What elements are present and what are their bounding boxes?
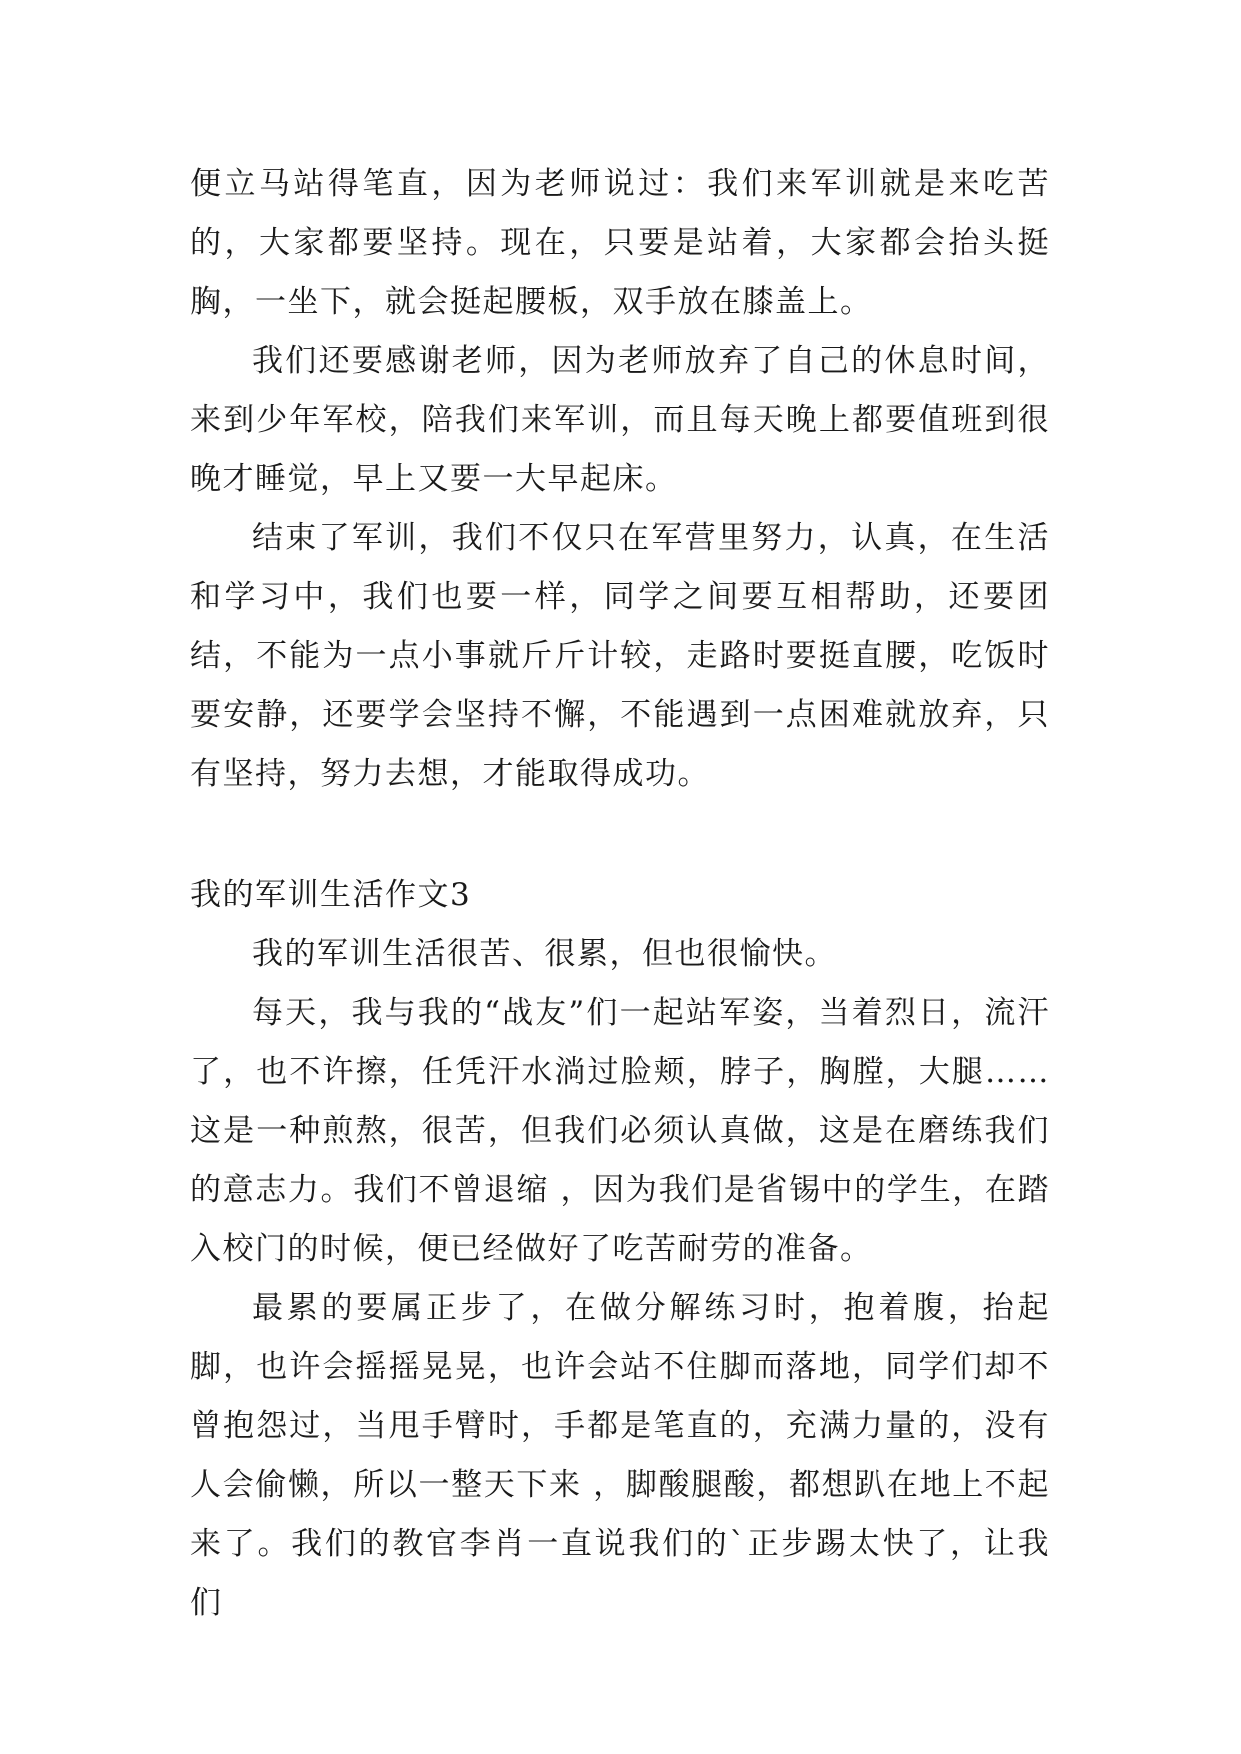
section-heading: 我的军训生活作文3 xyxy=(190,877,472,913)
paragraph-5: 每天，我与我的“战友”们一起站军姿，当着烈日，流汗了，也不许擦，任凭汗水淌过脸颊，脖子，胸膛，大腿……这是一种煎熬，很苦，但我们必须认真做，这是在磨练我们的意志力。我们不曾退缩 ，因为我们是省锡中的学生，在踏入校门的时候，便已经做好了吃苦耐劳的准备。 xyxy=(190,995,1050,1267)
paragraph-1: 便立马站得笔直，因为老师说过：我们来军训就是来吃苦的，大家都要坚持。现在，只要是站着，大家都会抬头挺胸，一坐下，就会挺起腰板，双手放在膝盖上。 xyxy=(190,166,1050,320)
paragraph-3: 结束了军训，我们不仅只在军营里努力，认真，在生活和学习中，我们也要一样，同学之间要互相帮助，还要团结，不能为一点小事就斤斤计较，走路时要挺直腰，吃饭时要安静，还要学会坚持不懈，不能遇到一点困难就放弃，只有坚持，努力去想，才能取得成功。 xyxy=(190,520,1050,792)
paragraph-6: 最累的要属正步了，在做分解练习时，抱着腹，抬起脚，也许会摇摇晃晃，也许会站不住脚而落地，同学们却不曾抱怨过，当甩手臂时，手都是笔直的，充满力量的，没有人会偷懒，所以一整天下来 ，脚酸腿酸，都想趴在地上不起来了。我们的教官李肖一直说我们的`正步踢太快了，让我们 xyxy=(190,1290,1050,1621)
paragraph-2: 我们还要感谢老师，因为老师放弃了自己的休息时间，来到少年军校，陪我们来军训，而且每天晚上都要值班到很晚才睡觉，早上又要一大早起床。 xyxy=(190,343,1050,497)
document-body xyxy=(190,155,1050,1633)
paragraph-4: 我的军训生活很苦、很累，但也很愉快。 xyxy=(252,936,837,972)
